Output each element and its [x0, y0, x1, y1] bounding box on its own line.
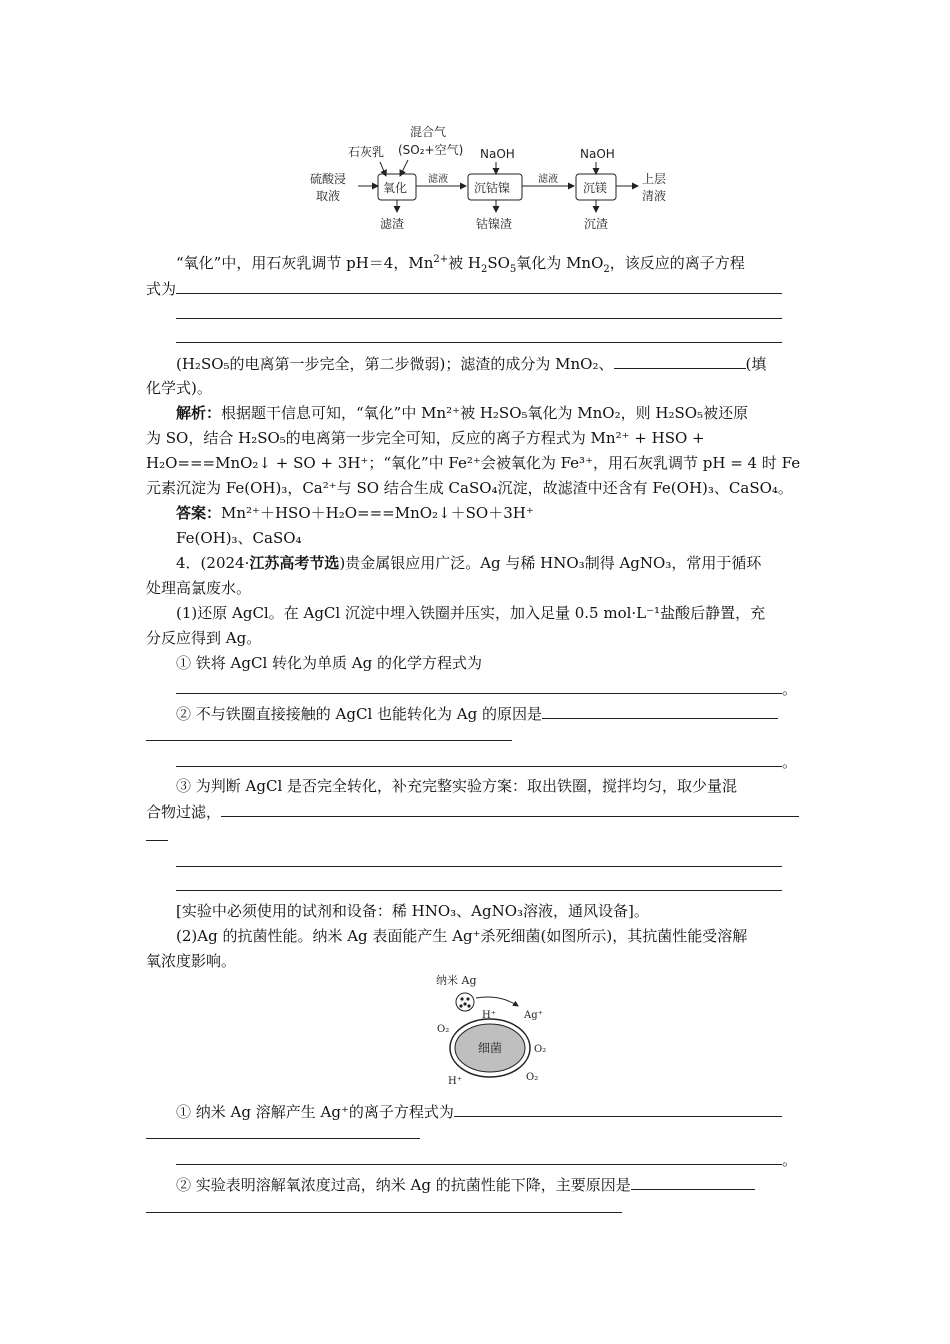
svg-text:沉镁: 沉镁 [583, 181, 608, 195]
q3-note: (H₂SO₅的电离第一步完全，第二步微弱)；滤渣的成分为 MnO₂、 (填 [176, 352, 766, 375]
process-flowchart [300, 118, 700, 238]
q3-text-line1: “氧化”中，用石灰乳调节 pH＝4，$Mn^{2+}$被 $H_2SO_5$氧化为 MnO$_2$，该反应的离子方程 [176, 254, 745, 275]
answer-line2: Fe(OH)₃、CaSO₄ [176, 529, 302, 547]
answer-line[interactable] [176, 318, 782, 319]
answer-line[interactable] [146, 1138, 420, 1139]
q4-part1-line2: 分反应得到 Ag。 [146, 629, 262, 647]
q4-sub2: ② 不与铁圈直接接触的 AgCl 也能转化为 Ag 的原因是 [176, 702, 778, 725]
flow-filtrate-2: 滤液 [538, 174, 558, 185]
q4-sub3-note: [实验中必须使用的试剂和设备：稀 HNO₃、AgNO₃溶液，通风设备]。 [176, 902, 649, 920]
figure-h-plus-2: H⁺ [448, 1076, 462, 1087]
flow-residue-1: 滤渣 [380, 217, 405, 231]
answer-blank[interactable] [176, 1148, 782, 1165]
answer-blank[interactable] [542, 702, 778, 719]
analysis-line3: H₂O===MnO₂↓ + SO + 3H⁺；“氧化”中 Fe²⁺会被氧化为 Fe³⁺，用石灰乳调节 pH = 4 时 Fe [146, 454, 801, 472]
svg-text:沉钴镍: 沉钴镍 [474, 181, 511, 195]
answer-line[interactable] [146, 1212, 622, 1213]
answer-blank[interactable] [221, 800, 799, 817]
answer-blank[interactable] [176, 277, 782, 294]
q3-text-line2: 式为 [146, 277, 782, 300]
flow-reagent-gas-formula: (SO₂+空气) [398, 143, 464, 157]
q3-note2: 化学式)。 [146, 379, 212, 397]
answer-line[interactable] [176, 866, 782, 867]
q4-part2-sub2: ② 实验表明溶解氧浓度过高，纳米 Ag 的抗菌性能下降，主要原因是 [176, 1173, 755, 1196]
q4-title-line2: 处理高氯废水。 [146, 579, 252, 597]
answer-line[interactable] [176, 342, 782, 343]
figure-o2-bottom: O₂ [526, 1072, 539, 1083]
q4-title-line1: 4．(2024·江苏高考节选)贵金属银应用广泛。Ag 与稀 HNO₃制得 AgNO₃，常用于循环 [176, 554, 762, 572]
nano-ag-particle [456, 993, 474, 1011]
analysis-line4: 元素沉淀为 Fe(OH)₃，Ca²⁺与 SO 结合生成 CaSO₄沉淀，故滤渣中还含有 Fe(OH)₃、CaSO₄。 [146, 479, 793, 497]
q4-sub1-answer: 。 [176, 677, 797, 700]
q4-part2-line1: (2)Ag 的抗菌性能。纳米 Ag 表面能产生 Ag⁺杀死细菌(如图所示)，其抗菌性能受溶解 [176, 927, 748, 945]
answer-line1: 答案：Mn²⁺＋HSO＋H₂O===MnO₂↓＋SO＋3H⁺ [176, 504, 534, 522]
answer-blank[interactable] [631, 1173, 755, 1190]
figure-ag-plus: Ag⁺ [524, 1010, 543, 1021]
figure-bacteria-label: 细菌 [478, 1041, 503, 1055]
q4-sub1: ① 铁将 AgCl 转化为单质 Ag 的化学方程式为 [176, 654, 482, 672]
analysis-line2: 为 SO，结合 H₂SO₅的电离第一步完全可知，反应的离子方程式为 Mn²⁺ + HSO + [146, 429, 705, 447]
flow-reagent-mixed-gas: 混合气 [410, 125, 447, 139]
flow-input-1: 硫酸浸 [310, 172, 347, 186]
q4-part1-line1: (1)还原 AgCl。在 AgCl 沉淀中埋入铁圈并压实，加入足量 0.5 mol·L⁻¹盐酸后静置，充 [176, 604, 766, 622]
nano-ag-bacteria-figure [420, 968, 560, 1093]
flow-input-2: 取液 [316, 189, 341, 203]
answer-blank[interactable] [614, 352, 746, 369]
figure-o2-left: O₂ [437, 1024, 450, 1035]
q4-sub3-line1: ③ 为判断 AgCl 是否完全转化，补充完整实验方案：取出铁圈，搅拌均匀，取少量混 [176, 777, 738, 795]
answer-blank[interactable] [176, 750, 782, 767]
q4-part2-sub1-answer: 。 [176, 1148, 797, 1171]
flow-reagent-naoh-2: NaOH [580, 147, 615, 161]
flow-residue-2: 钴镍渣 [476, 217, 513, 231]
flow-reagent-naoh-1: NaOH [480, 147, 515, 161]
flow-filtrate-1: 滤液 [428, 174, 448, 185]
analysis-line1: 解析：根据题干信息可知，“氧化”中 Mn²⁺被 H₂SO₅氧化为 MnO₂，则 H₂SO₅被还原 [176, 404, 749, 422]
svg-text:氧化: 氧化 [383, 181, 408, 195]
flow-output-2: 清液 [642, 189, 667, 203]
answer-line[interactable] [146, 740, 512, 741]
answer-blank[interactable] [176, 677, 782, 694]
answer-blank[interactable] [454, 1100, 782, 1117]
flow-residue-3: 沉渣 [584, 217, 609, 231]
figure-o2-right: O₂ [534, 1044, 547, 1055]
answer-line[interactable] [146, 840, 168, 841]
q4-sub3-line2: 合物过滤， [146, 800, 799, 823]
q4-part2-sub1: ① 纳米 Ag 溶解产生 Ag⁺的离子方程式为 [176, 1100, 782, 1123]
figure-nano-ag-label: 纳米 Ag [436, 974, 477, 987]
q4-sub2-answer: 。 [176, 750, 797, 773]
q4-part2-line2: 氧浓度影响。 [146, 952, 237, 970]
flow-output-1: 上层 [642, 172, 667, 186]
flow-reagent-lime: 石灰乳 [348, 145, 385, 159]
figure-h-plus-1: H⁺ [482, 1010, 496, 1021]
answer-line[interactable] [176, 890, 782, 891]
